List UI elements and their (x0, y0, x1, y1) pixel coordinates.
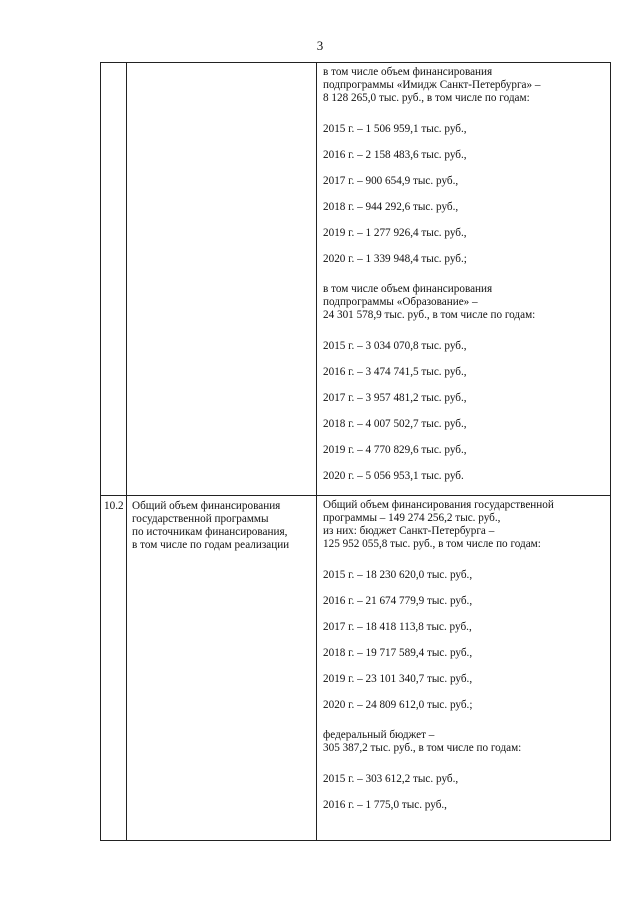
text-line: по источникам финансирования, (132, 526, 288, 538)
paragraph (323, 66, 604, 105)
list-item: 2015 г. – 18 230 620,0 тыс. руб., (323, 569, 473, 581)
list-item: 2018 г. – 19 717 589,4 тыс. руб., (323, 647, 473, 659)
text-line: подпрограммы «Образование» – (323, 296, 478, 308)
financing-table (100, 62, 611, 841)
list-item: 2020 г. – 5 056 953,1 тыс. руб. (323, 470, 464, 482)
list-item: 2018 г. – 4 007 502,7 тыс. руб., (323, 418, 467, 430)
text-line: 24 301 578,9 тыс. руб., в том числе по годам: (323, 309, 536, 321)
text-line: 305 387,2 тыс. руб., в том числе по годам: (323, 742, 522, 754)
text-line: 125 952 055,8 тыс. руб., в том числе по годам: (323, 538, 541, 550)
list-item: 2017 г. – 3 957 481,2 тыс. руб., (323, 392, 467, 404)
row-name-cell (127, 63, 317, 496)
page-number: 3 (316, 38, 324, 53)
text-line: Общий объем финансирования государственной (323, 499, 554, 511)
text-line: подпрограммы «Имидж Санкт-Петербурга» – (323, 79, 541, 91)
text-line: 8 128 265,0 тыс. руб., в том числе по годам: (323, 92, 530, 104)
list-item: 2015 г. – 1 506 959,1 тыс. руб., (323, 123, 467, 135)
text-line: Общий объем финансирования (132, 500, 281, 512)
row-value-cell (317, 63, 611, 496)
list-item: 2017 г. – 18 418 113,8 тыс. руб., (323, 621, 472, 633)
list-item: 2015 г. – 303 612,2 тыс. руб., (323, 773, 459, 785)
table-row (101, 63, 611, 496)
paragraph (323, 499, 604, 551)
row-name-cell (127, 496, 317, 841)
list-item: 2019 г. – 23 101 340,7 тыс. руб., (323, 673, 473, 685)
list-item: 2016 г. – 3 474 741,5 тыс. руб., (323, 366, 467, 378)
paragraph (323, 283, 604, 322)
text-line: в том числе по годам реализации (132, 539, 290, 551)
list-item: 2017 г. – 900 654,9 тыс. руб., (323, 175, 459, 187)
text-line: в том числе объем финансирования (323, 283, 493, 295)
text-line: в том числе объем финансирования (323, 66, 493, 78)
text-line: федеральный бюджет – (323, 729, 435, 741)
row-number-cell: 10.2 (101, 496, 127, 841)
list-item: 2020 г. – 24 809 612,0 тыс. руб.; (323, 699, 473, 711)
list-item: 2015 г. – 3 034 070,8 тыс. руб., (323, 340, 467, 352)
list-item: 2019 г. – 1 277 926,4 тыс. руб., (323, 227, 467, 239)
table-row (101, 496, 611, 841)
text-line: из них: бюджет Санкт-Петербурга – (323, 525, 495, 537)
list-item: 2016 г. – 21 674 779,9 тыс. руб., (323, 595, 473, 607)
paragraph (323, 729, 604, 755)
list-item: 2016 г. – 2 158 483,6 тыс. руб., (323, 149, 467, 161)
row-number-cell (101, 63, 127, 496)
list-item: 2019 г. – 4 770 829,6 тыс. руб., (323, 444, 467, 456)
row-value-cell (317, 496, 611, 841)
list-item: 2020 г. – 1 339 948,4 тыс. руб.; (323, 253, 467, 265)
text-line: программы – 149 274 256,2 тыс. руб., (323, 512, 501, 524)
list-item: 2018 г. – 944 292,6 тыс. руб., (323, 201, 459, 213)
list-item: 2016 г. – 1 775,0 тыс. руб., (323, 799, 447, 811)
text-line: государственной программы (132, 513, 269, 525)
